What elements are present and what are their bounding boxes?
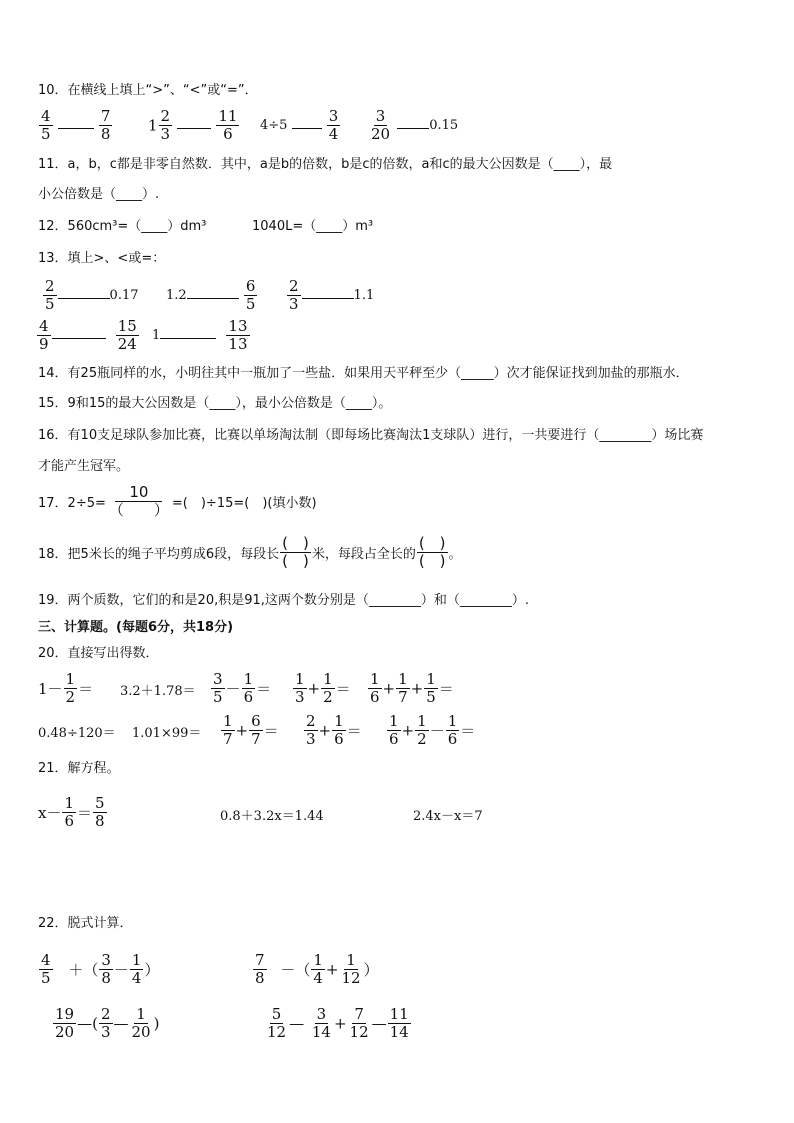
q21-e3: 2.4x－x＝7 — [413, 809, 483, 824]
q18: 18．把5米长的绳子平均剪成6段，每段长 $\frac{( )}{( )}$ 米，每段占全长的 $\frac{( )}{( )}$ 。 — [38, 534, 462, 570]
q20-r1-e4: $\frac{1}{3}$ + $\frac{1}{2}$ ＝ — [295, 670, 351, 706]
q21-title: 21．解方程。 — [38, 761, 120, 776]
q13-r1-item-2: 1.2 $\frac{6}{5}$ — [166, 277, 256, 313]
q16-line1: 16．有10支足球队参加比赛，比赛以单场淘汰制（即每场比赛淘汰1支球队）进行，一共要进行（________）场比赛 — [38, 428, 704, 443]
q22-e2: $\frac{7}{8}$ －（ $\frac{1}{4}$ + $\frac{1}{12}$ ） — [255, 951, 379, 987]
q20-r2-e1: 0.48÷120＝ — [38, 726, 116, 741]
q13-r2-item-2: 1 $\frac{13}{13}$ — [152, 317, 248, 353]
q10-item-2: 1 $\frac{2}{3}$ $\frac{11}{6}$ — [148, 107, 238, 143]
q20-title: 20．直接写出得数． — [38, 646, 159, 661]
q10-item-3: 4÷5 $\frac{3}{4}$ — [260, 107, 339, 143]
q22-title: 22．脱式计算． — [38, 916, 133, 931]
q20-r1-e3: $\frac{3}{5}$ － $\frac{1}{6}$ ＝ — [213, 670, 272, 706]
q20-r1-e5: $\frac{1}{6}$ + $\frac{1}{7}$ + $\frac{1}{5}$ ＝ — [370, 670, 454, 706]
q16-line2: 才能产生冠军。 — [38, 459, 130, 474]
q19: 19．两个质数，它们的和是20,积是91,这两个数分别是（________）和（________）. — [38, 593, 530, 608]
q20-r2-e2: 1.01×99＝ — [132, 726, 202, 741]
q20-r2-e3: $\frac{1}{7}$ + $\frac{6}{7}$ ＝ — [223, 712, 279, 748]
q14: 14．有25瓶同样的水，小明往其中一瓶加了一些盐．如果用天平秤至少（_____）次才能保证找到加盐的那瓶水． — [38, 366, 689, 381]
q22-e4: $\frac{5}{12}$ — $\frac{3}{14}$ + $\frac{7}{12}$ — $\frac{11}{14}$ — [267, 1005, 409, 1041]
q21-e1: x－ $\frac{1}{6}$ ＝ $\frac{5}{8}$ — [38, 794, 105, 830]
q12-part2: 1040L=（____）m³ — [252, 219, 374, 234]
q20-r2-e4: $\frac{2}{3}$ + $\frac{1}{6}$ ＝ — [306, 712, 362, 748]
q10-title: 10．在横线上填上“>”、“<”或“=”． — [38, 83, 258, 98]
q17: 17．2÷5= $\frac{10}{( )}$ =( )÷15=( )(填小数) — [38, 483, 317, 519]
q12-part1: 12．560cm³=（____）dm³ — [38, 219, 207, 234]
q22-e1: $\frac{4}{5}$ ＋（ $\frac{3}{8}$ － $\frac{1}{4}$ ） — [41, 951, 160, 987]
q13-r2-item-1: $\frac{4}{9}$ $\frac{15}{24}$ — [39, 317, 137, 353]
q15: 15．9和15的最大公因数是（____），最小公倍数是（____）。 — [38, 396, 392, 411]
section-heading: 三、计算题。(每题6分，共18分) — [38, 620, 234, 635]
q21-e2: 0.8＋3.2x＝1.44 — [220, 809, 324, 824]
q10-item-1: $\frac{4}{5}$ $\frac{7}{8}$ — [41, 107, 111, 143]
q20-r1-e2: 3.2＋1.78＝ — [120, 684, 196, 699]
q13-r1-item-1: $\frac{2}{5}$ 0.17 — [45, 277, 139, 313]
q10-item-4: $\frac{3}{20}$ 0.15 — [371, 107, 459, 143]
q20-r2-e5: $\frac{1}{6}$ + $\frac{1}{2}$ － $\frac{1}{6}$ ＝ — [389, 712, 476, 748]
q11-line2: 小公倍数是（____）. — [38, 187, 160, 202]
q13-title: 13．填上>、<或=： — [38, 251, 166, 266]
q20-r1-e1: 1－ $\frac{1}{2}$ ＝ — [38, 670, 94, 706]
q13-r1-item-3: $\frac{2}{3}$ 1.1 — [289, 277, 375, 313]
q22-e3: $\frac{19}{20}$ —( $\frac{2}{3}$ — $\frac{1}{20}$ ) — [55, 1005, 160, 1041]
q11-line1: 11．a，b，c都是非零自然数．其中，a是b的倍数，b是c的倍数，a和c的最大公因数是（____），最 — [38, 157, 613, 172]
